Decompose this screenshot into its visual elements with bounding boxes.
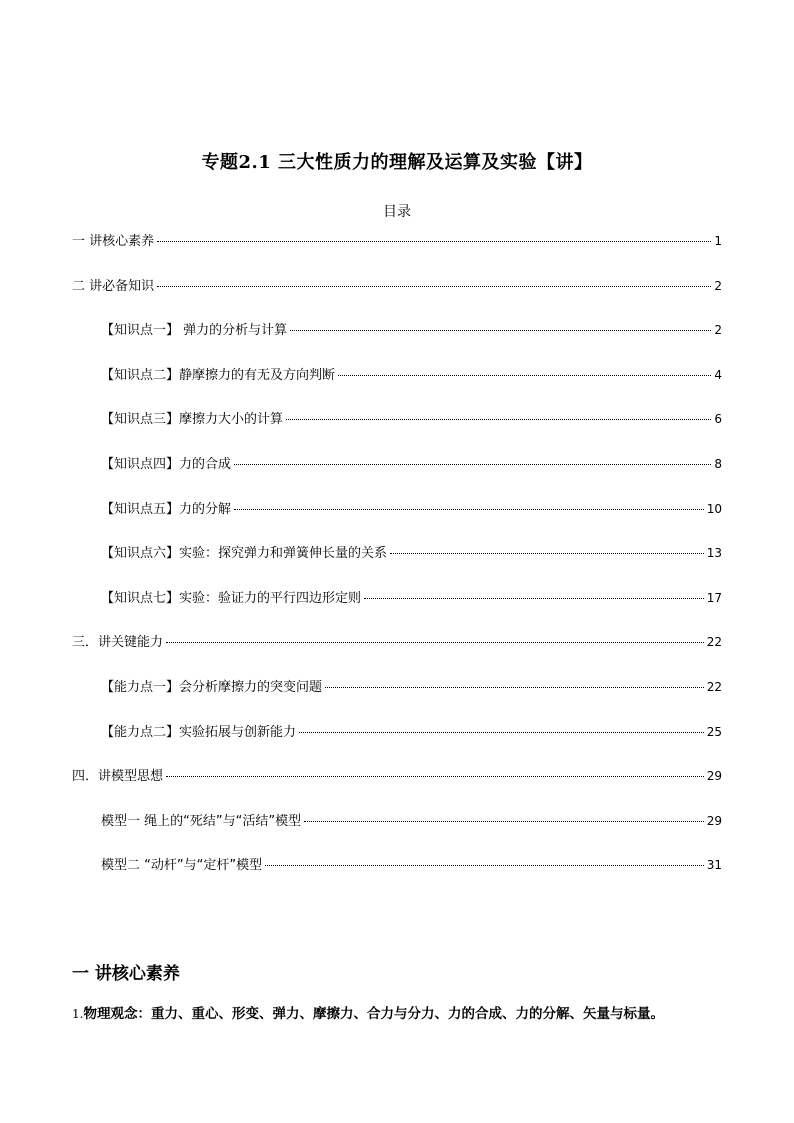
toc-heading: 目录 [383,204,411,220]
toc-entry[interactable] [72,277,722,296]
toc-entry[interactable] [72,767,722,786]
toc-entry-label: 三．讲关键能力 [72,635,164,650]
paragraph [72,1002,664,1022]
toc-dot-leader [325,687,704,688]
toc-entry-page: 22 [706,680,722,694]
toc-entry-page: 25 [706,725,722,739]
toc-entry-page: 22 [706,635,722,649]
toc-entry-label: 【知识点六】实验：探究弹力和弹簧伸长量的关系 [101,546,388,561]
paragraph-text: 物理观念：重力、重心、形变、弹力、摩擦力、合力与分力、力的合成、力的分解、矢量与标量。 [83,1006,664,1022]
toc-entry-page: 2 [714,323,722,337]
toc-entry-label: 【能力点一】会分析摩擦力的突变问题 [101,680,323,695]
toc-entry-label: 【知识点三】摩擦力大小的计算 [101,412,284,427]
toc-entry-page: 2 [714,279,722,293]
toc-dot-leader [290,330,711,331]
toc-dot-leader [286,419,711,420]
toc-entry[interactable] [101,321,722,340]
toc-dot-leader [166,642,704,643]
toc-entry-page: 4 [714,368,722,382]
toc-entry-page: 17 [706,591,722,605]
document-title: 专题2.1 三大性质力的理解及运算及实验【讲】 [201,152,593,173]
toc-entry-page: 13 [706,546,722,560]
toc-dot-leader [304,821,704,822]
toc-dot-leader [299,732,704,733]
section-heading: 一 讲核心素养 [72,964,180,984]
toc-dot-leader [364,598,704,599]
toc-entry-page: 10 [706,502,722,516]
toc-entry[interactable] [101,678,722,697]
toc-entry-label: 【能力点二】实验拓展与创新能力 [101,725,297,740]
toc-entry[interactable] [101,856,722,875]
toc-entry-label: 【知识点一】 弹力的分析与计算 [101,323,288,338]
toc-entry-label: 【知识点二】静摩擦力的有无及方向判断 [101,368,336,383]
toc-entry[interactable] [101,500,722,519]
toc-entry[interactable] [72,633,722,652]
toc-entry[interactable] [101,544,722,563]
toc-entry-page: 1 [714,234,722,248]
toc-entry[interactable] [101,812,722,831]
toc-dot-leader [234,464,711,465]
toc-dot-leader [234,509,704,510]
toc-dot-leader [390,553,704,554]
toc-dot-leader [265,865,704,866]
paragraph-number: 1. [72,1007,84,1021]
toc-dot-leader [157,286,711,287]
toc-entry-label: 模型一 绳上的“死结”与“活结”模型 [101,814,302,829]
toc-entry-page: 6 [714,412,722,426]
toc-entry-page: 31 [706,858,722,872]
toc-dot-leader [157,241,711,242]
toc-entry-label: 【知识点七】实验：验证力的平行四边形定则 [101,591,362,606]
toc-entry-label: 【知识点四】力的合成 [101,457,232,472]
toc-dot-leader [338,375,711,376]
toc-entry[interactable] [101,366,722,385]
toc-entry[interactable] [101,410,722,429]
toc-entry[interactable] [72,232,722,251]
toc-entry-label: 二 讲必备知识 [72,279,155,294]
toc-entry-label: 一 讲核心素养 [72,234,155,249]
toc-dot-leader [166,776,704,777]
toc-entry-page: 8 [714,457,722,471]
toc-entry-page: 29 [706,769,722,783]
toc-entry[interactable] [101,455,722,474]
toc-entry-label: 模型二 “动杆”与“定杆”模型 [101,858,263,873]
toc-entry[interactable] [101,723,722,742]
toc-entry-label: 四．讲模型思想 [72,769,164,784]
toc-entry[interactable] [101,589,722,608]
toc-entry-label: 【知识点五】力的分解 [101,502,232,517]
toc-entry-page: 29 [706,814,722,828]
